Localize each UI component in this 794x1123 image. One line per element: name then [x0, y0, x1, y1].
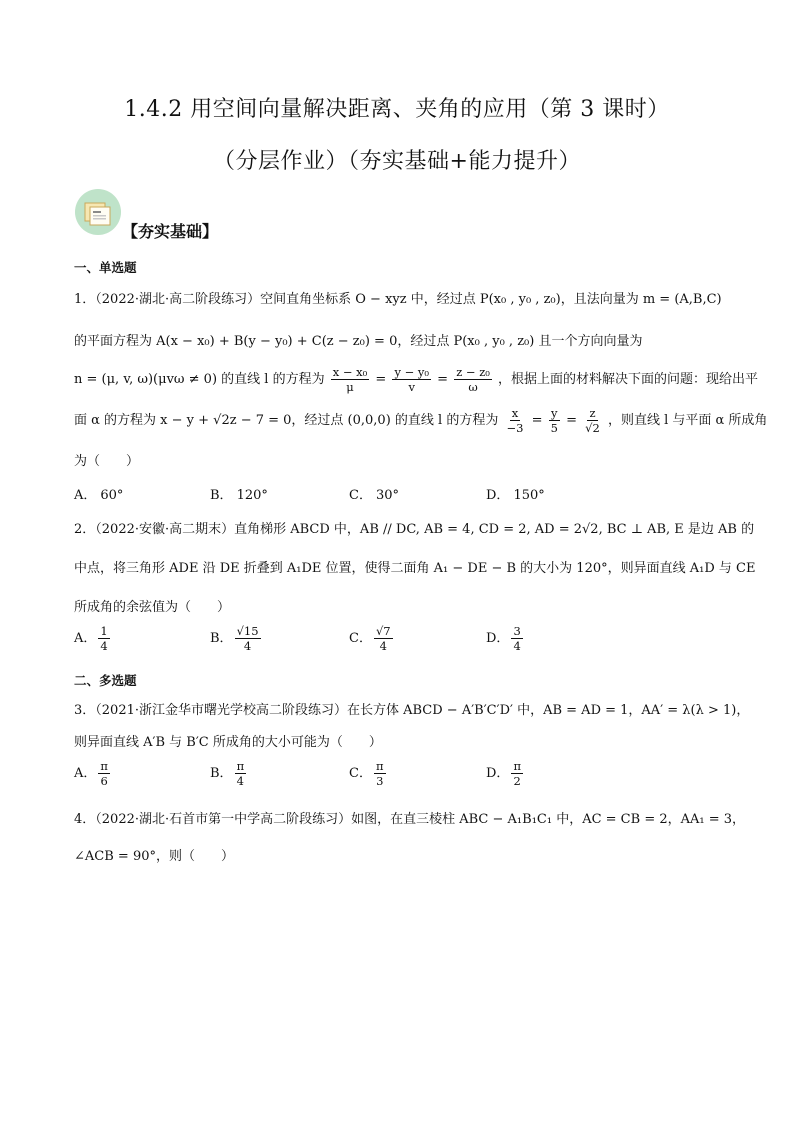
q1-fraction-y: $\frac{\text{y − y₀}}{v}$ [394, 365, 429, 394]
q2-option-a: A． $\frac{1}{4}$ [74, 624, 108, 653]
q2-line-1: 2．（2022·安徽·高二期末）直角梯形 ABCD 中，AB // DC, AB = 4, CD = 2, AD = 2√2, BC ⊥ AB, E 是边 AB 的 [74, 522, 755, 537]
q1-fraction-z: $\frac{\text{z − z₀}}{\omega}$ [456, 365, 490, 394]
q1-line-3: n = (μ, v, ω)(μvω ≠ 0) 的直线 l 的方程为 $\frac{\text{x − x₀}}{\mu}$ = $\frac{\text{y − y₀}}{v}$ = $\frac{\text{z − z₀}}{\omega}$ ，根据上面的材料解决下面的问题：现给出平 [74, 365, 759, 394]
subheading-single-choice: 一、单选题 [74, 260, 137, 275]
q1-line-2: 的平面方程为 A(x − x₀) + B(y − y₀) + C(z − z₀) = 0，经过点 P(x₀ , y₀ , z₀) 且一个方向向量为 [74, 334, 643, 349]
q1-fraction-5: $\frac{y}{5}$ [550, 406, 558, 435]
q2-line-2: 中点，将三角形 ADE 沿 DE 折叠到 A₁DE 位置，使得二面角 A₁ − DE − B 的大小为 120°，则异面直线 A₁D 与 CE [74, 561, 756, 576]
q1-option-c: C． 30° [349, 488, 399, 503]
q1-line-1: 1．（2022·湖北·高二阶段练习）空间直角坐标系 O − xyz 中，经过点 P(x₀ , y₀ , z₀)，且法向量为 m = (A,B,C) [74, 292, 722, 307]
section-heading: 【夯实基础】 [122, 222, 219, 241]
q2-option-b: B． $\frac{√15}{4}$ [210, 624, 259, 653]
q2-line-3: 所成角的余弦值为（ ） [74, 600, 231, 615]
q2-option-d: D． $\frac{3}{4}$ [486, 624, 521, 653]
document-subtitle: （分层作业）（夯实基础+能力提升） [213, 149, 581, 174]
q1-line-4: 面 α 的方程为 x − y + √2z − 7 = 0，经过点 (0,0,0) 的直线 l 的方程为 $\frac{x}{-3}$ = $\frac{y}{5}$ = $\frac{z}{√2}$ ，则直线 l 与平面 α 所成角 [74, 406, 768, 435]
q3-line-2: 则异面直线 A′B 与 B′C 所成角的大小可能为（ ） [74, 735, 382, 750]
q1-line-5: 为（ ） [74, 454, 140, 469]
q1-option-d: D． 150° [486, 488, 545, 503]
subheading-multiple-choice: 二、多选题 [74, 673, 137, 688]
q4-line-1: 4．（2022·湖北·石首市第一中学高二阶段练习）如图，在直三棱柱 ABC − A₁B₁C₁ 中，AC = CB = 2，AA₁ = 3， [74, 812, 746, 827]
q1-fraction-4: $\frac{x}{-3}$ [506, 406, 524, 435]
q3-line-1: 3．（2021·浙江金华市曙光学校高二阶段练习）在长方体 ABCD − A′B′C′D′ 中，AB = AD = 1，AA′ = λ(λ > 1)， [74, 703, 750, 718]
notebook-icon [74, 188, 122, 236]
q1-option-b: B． 120° [210, 488, 268, 503]
document-title: 1.4.2 用空间向量解决距离、夹角的应用（第 3 课时） [124, 97, 670, 122]
q3-option-d: D． $\frac{\pi}{2}$ [486, 759, 521, 788]
q3-option-b: B． $\frac{\pi}{4}$ [210, 759, 245, 788]
q3-option-c: C． $\frac{\pi}{3}$ [349, 759, 384, 788]
q1-line-3-text: n = (μ, v, ω)(μvω ≠ 0) 的直线 l 的方程为 [74, 372, 325, 387]
q4-line-2: ∠ACB = 90°，则（ ） [74, 849, 234, 864]
q1-fraction-x: $\frac{\text{x − x₀}}{\mu}$ [332, 365, 368, 394]
q3-option-a: A． $\frac{\pi}{6}$ [74, 759, 108, 788]
q1-option-a: A． 60° [74, 488, 124, 503]
q1-fraction-6: $\frac{z}{√2}$ [585, 406, 600, 435]
q2-option-c: C． $\frac{√7}{4}$ [349, 624, 391, 653]
